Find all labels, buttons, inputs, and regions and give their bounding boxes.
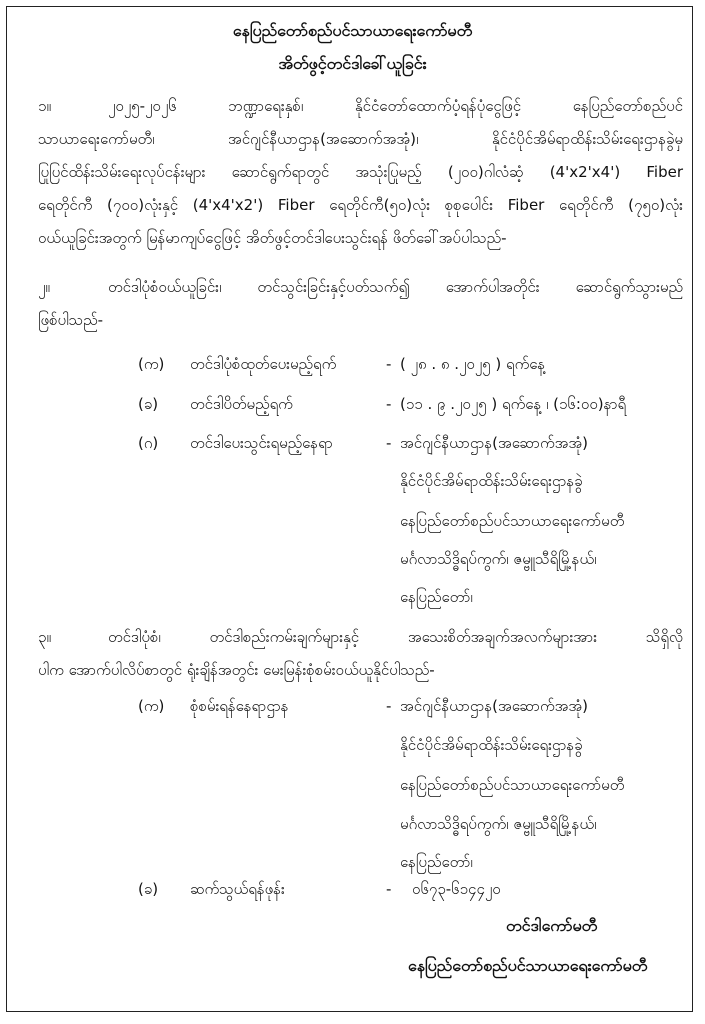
para1-number: ၁။: [38, 97, 51, 115]
item-label: တင်ဒါပိတ်မည့်ရက်: [190, 395, 293, 413]
item-value: (၁၁ . ၉ .၂၀၂၅ ) ရက်နေ့ ၊ (၁၆:၀၀)နာရီ: [400, 395, 627, 413]
item-value: အင်ဂျင်နီယာဌာန(အဆောက်အအုံ): [400, 697, 589, 715]
item-dash: -: [386, 434, 392, 452]
item-marker: (ခ): [138, 395, 159, 413]
para3-number: ၃။: [38, 628, 51, 646]
para2-line: ဖြစ်ပါသည်-: [38, 311, 104, 329]
notice-border: [6, 6, 693, 1012]
item-marker: (ဂ): [138, 434, 159, 452]
para2-number: ၂။: [38, 278, 50, 296]
notice-title: နေပြည်တော်စည်ပင်သာယာရေးကော်မတီ: [232, 21, 473, 40]
item-value: နေပြည်တော်စည်ပင်သာယာရေးကော်မတီ: [400, 512, 625, 530]
item-label: တင်ဒါပုံစံထုတ်ပေးမည့်ရက်: [190, 355, 337, 373]
item-marker: (က): [138, 697, 165, 715]
item-value: နေပြည်တော်၊: [400, 588, 473, 606]
para1-line: ပြုပြင်ထိန်းသိမ်းရေးလုပ်ငန်းများ ဆောင်ရွက်ရာတွင် အသုံးပြုမည့် (၂၀၀)ဂါလံဆံ့ (4'x2'x4') Fiber: [38, 163, 683, 181]
item-label: ဆက်သွယ်ရန်ဖုန်း: [190, 880, 285, 898]
item-label: တင်ဒါပေးသွင်းရမည့်နေရာ: [190, 434, 333, 452]
para3-line: တင်ဒါပုံစံ၊ တင်ဒါစည်းကမ်းချက်များနှင့် အသေးစိတ်အချက်အလက်များအား သိရှိလို: [108, 628, 683, 646]
signature-organization: နေပြည်တော်စည်ပင်သာယာရေးကော်မတီ: [408, 956, 648, 975]
item-value: ( ၂၈ . ၈ .၂၀၂၅ ) ရက်နေ့: [400, 355, 546, 373]
para3-line: ပါက အောက်ပါလိပ်စာတွင် ရုံးချိန်အတွင်း မေးမြန်းစုံစမ်းဝယ်ယူနိုင်ပါသည်-: [38, 661, 435, 679]
item-value: မင်္ဂလာသိဒ္ဓိရပ်ကွက်၊ ဇမ္ဗူသီရိမြို့နယ်၊: [400, 815, 597, 833]
para1-line: ဝယ်ယူခြင်းအတွက် မြန်မာကျပ်ငွေဖြင့် အိတ်ဖွင့်တင်ဒါပေးသွင်းရန် ဖိတ်ခေါ်အပ်ပါသည်-: [38, 229, 507, 247]
item-value: နေပြည်တော်စည်ပင်သာယာရေးကော်မတီ: [400, 776, 625, 794]
item-marker: (ခ): [138, 880, 159, 898]
item-value: အင်ဂျင်နီယာဌာန(အဆောက်အအုံ): [400, 434, 589, 452]
notice-subtitle: အိတ်ဖွင့်တင်ဒါခေါ်ယူခြင်း: [278, 54, 427, 73]
item-dash: -: [386, 355, 392, 373]
item-dash: -: [386, 697, 392, 715]
item-marker: (က): [138, 355, 165, 373]
phone-number: ၀၆၇၃-၆၁၄၄၂၀: [412, 880, 501, 898]
item-dash: -: [386, 880, 392, 898]
para1-line: သာယာရေးကော်မတီ၊ အင်ဂျင်နီယာဌာန(အဆောက်အအုံ)၊ နိုင်ငံပိုင်အိမ်ရာထိန်းသိမ်းရေးဌာနခွဲမှ: [38, 130, 683, 148]
para1-line: ရေတိုင်ကီ (၇၀၀)လုံးနှင့် (4'x4'x2') Fiber ရေတိုင်ကီ(၅၀)လုံး စုစုပေါင်း Fiber ရေတိုင်ကီ (၇၅၀)လုံး: [38, 196, 683, 214]
item-dash: -: [386, 395, 392, 413]
item-value: နိုင်ငံပိုင်အိမ်ရာထိန်းသိမ်းရေးဌာနခွဲ: [400, 472, 583, 490]
item-value: မင်္ဂလာသိဒ္ဓိရပ်ကွက်၊ ဇမ္ဗူသီရိမြို့နယ်၊: [400, 550, 597, 568]
item-value: နိုင်ငံပိုင်အိမ်ရာထိန်းသိမ်းရေးဌာနခွဲ: [400, 736, 583, 754]
para1-line: ၂၀၂၅-၂၀၂၆ ဘဏ္ဍာရေးနှစ်၊ နိုင်ငံတော်ထောက်ပံ့ရန်ပုံငွေဖြင့် နေပြည်တော်စည်ပင်: [108, 97, 683, 115]
para2-line: တင်ဒါပုံစံဝယ်ယူခြင်း၊ တင်သွင်းခြင်းနှင့်ပတ်သက်၍ အောက်ပါအတိုင်း ဆောင်ရွက်သွားမည်: [108, 278, 683, 296]
item-label: စုံစမ်းရန်နေရာဌာန: [190, 697, 289, 715]
signature-committee: တင်ဒါကော်မတီ: [506, 916, 598, 935]
item-value: နေပြည်တော်၊: [400, 853, 473, 871]
